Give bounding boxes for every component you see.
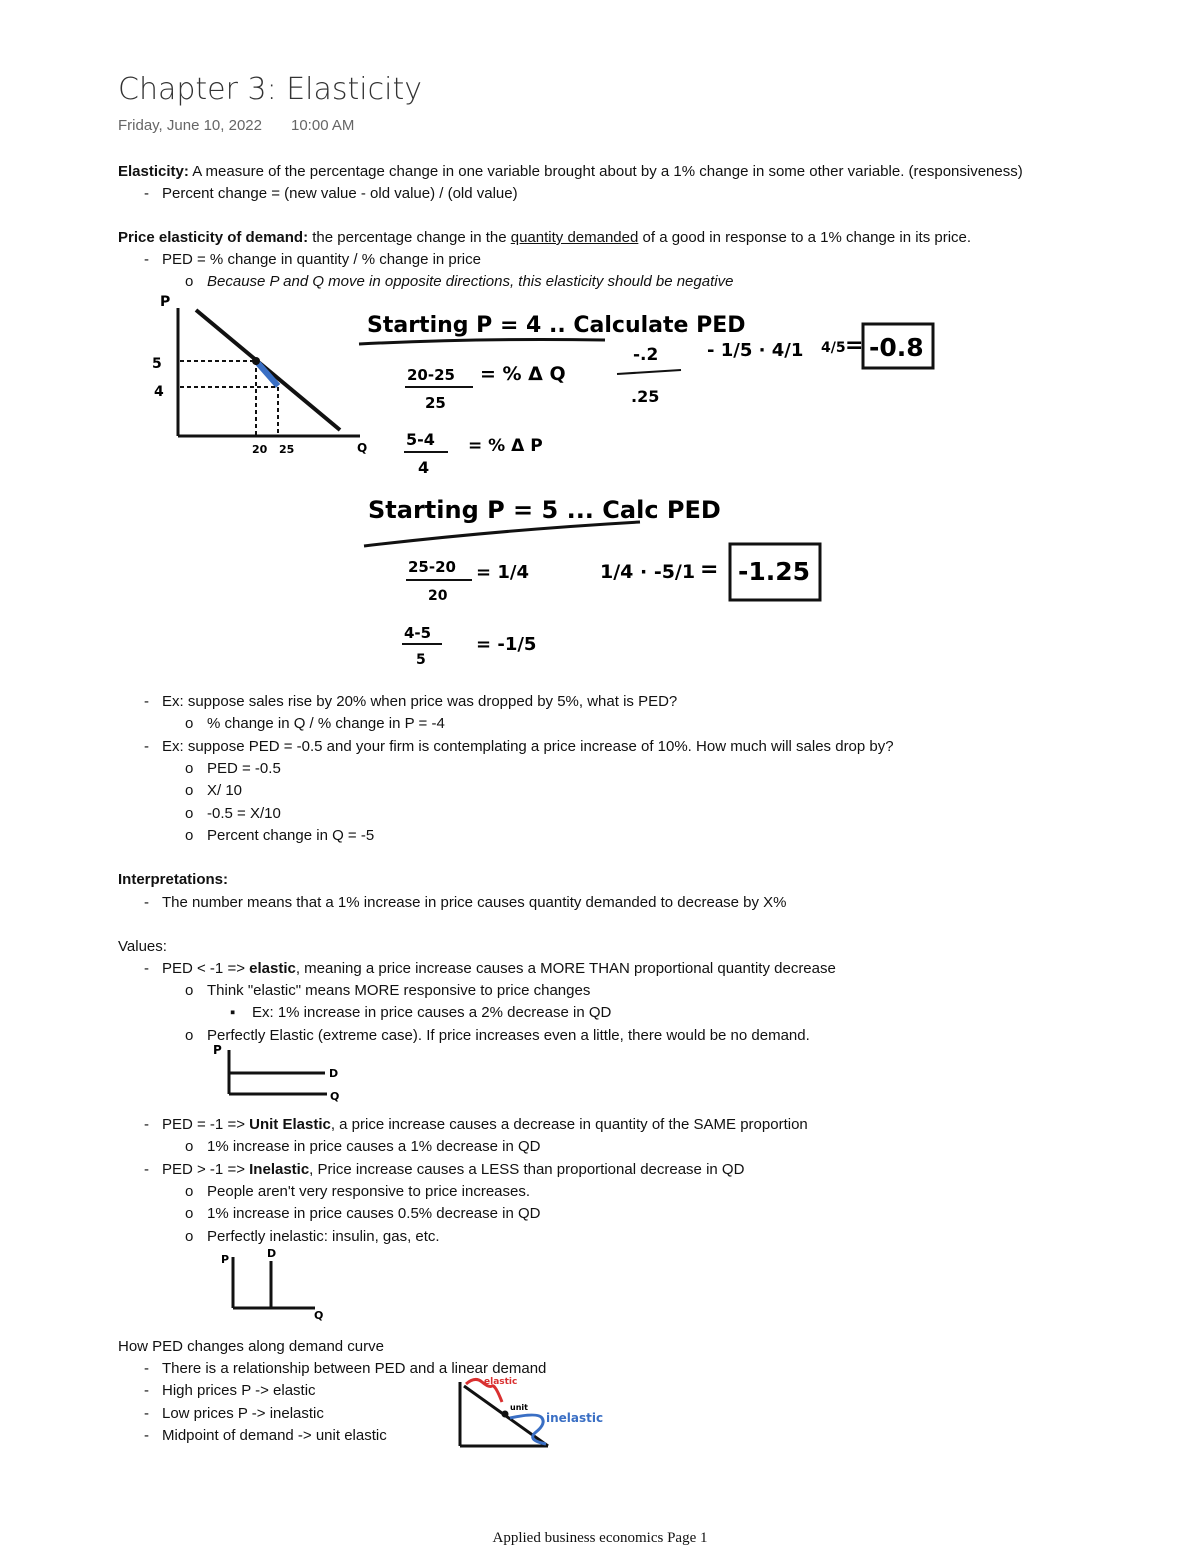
ped-formula: PED = % change in quantity / % change in price — [162, 251, 481, 268]
example-step: -0.5 = X/10 — [207, 805, 281, 822]
value-description: , Price increase causes a LESS than proportional decrease in QD — [309, 1161, 745, 1178]
ped-definition-pre: the percentage change in the — [308, 229, 511, 246]
elastic-label: elastic — [484, 1377, 518, 1387]
list-item — [144, 1381, 316, 1401]
circle-marker: o — [185, 805, 194, 822]
value-description: , a price increase causes a decrease in quantity of the SAME proportion — [330, 1116, 808, 1133]
value-description: , meaning a price increase causes a MORE THAN proportional quantity decrease — [295, 960, 836, 977]
axis-label-q: Q — [330, 1090, 340, 1103]
equals-sign: = — [845, 333, 864, 358]
circle-marker: o — [185, 273, 194, 290]
curve-note: Low prices P -> inelastic — [162, 1405, 324, 1422]
perfectly-inelastic-sketch — [215, 1245, 330, 1323]
calc-start-4-price — [400, 425, 600, 485]
value-term: Inelastic — [249, 1161, 310, 1178]
equation-label: = % Δ P — [468, 436, 543, 456]
circle-marker: o — [185, 1027, 194, 1044]
list-item — [230, 1003, 611, 1023]
value-note: People aren't very responsive to price increases. — [207, 1183, 531, 1200]
circle-marker: o — [185, 1138, 194, 1155]
ped-definition-post: of a good in response to a 1% change in its price. — [638, 229, 972, 246]
heading-underline — [364, 522, 640, 546]
fraction-denominator: 20 — [428, 588, 448, 604]
example-step: Percent change in Q = -5 — [207, 827, 375, 844]
ped-sign-note: Because P and Q move in opposite directions, this elasticity should be negative — [207, 273, 734, 290]
demand-line — [196, 310, 340, 430]
fraction-numerator: 4-5 — [404, 624, 432, 642]
value-note: 1% increase in price causes a 1% decrease in QD — [207, 1138, 541, 1155]
fraction-bar — [617, 370, 681, 374]
dash-marker: - — [144, 1405, 149, 1422]
circle-marker: o — [185, 782, 194, 799]
result-value: -1.25 — [738, 557, 811, 586]
example-text: Ex: suppose PED = -0.5 and your firm is contemplating a price increase of 10%. How much will sales drop by? — [162, 738, 894, 755]
list-item — [144, 184, 518, 204]
list-item — [144, 1160, 744, 1180]
list-item — [144, 250, 481, 270]
ped-term: Price elasticity of demand: — [118, 229, 309, 246]
example-step: PED = -0.5 — [207, 760, 281, 777]
page-time: 10:00 AM — [291, 117, 355, 134]
list-item — [185, 272, 733, 292]
calc-heading: Starting P = 4 .. Calculate PED — [367, 313, 746, 338]
calc-start-5 — [360, 480, 880, 670]
square-marker: ▪ — [230, 1004, 236, 1021]
curve-note: There is a relationship between PED and a linear demand — [162, 1360, 547, 1377]
list-item — [185, 804, 281, 824]
list-item — [185, 1182, 530, 1202]
circle-marker: o — [185, 715, 194, 732]
multiplication-step: - 1/5 · 4/1 — [707, 340, 804, 361]
value-note: Perfectly inelastic: insulin, gas, etc. — [207, 1228, 440, 1245]
axis-label-p: P — [221, 1253, 230, 1266]
ped-definition — [118, 228, 971, 248]
tick-label: 4 — [154, 384, 164, 400]
list-item — [144, 1426, 387, 1446]
value-note: Think "elastic" means MORE responsive to price changes — [207, 982, 591, 999]
fraction-result: 4/5 — [821, 340, 846, 356]
list-item — [185, 1137, 541, 1157]
curve-note: Midpoint of demand -> unit elastic — [162, 1427, 387, 1444]
dash-marker: - — [144, 185, 149, 202]
circle-marker: o — [185, 1205, 194, 1222]
curve-note: High prices P -> elastic — [162, 1382, 316, 1399]
list-item — [144, 692, 677, 712]
elasticity-definition-text: A measure of the percentage change in one variable brought about by a 1% change in some other variable. (responsiveness) — [188, 163, 1023, 180]
percent-change-formula: Percent change = (new value - old value) / (old value) — [162, 185, 518, 202]
ped-definition-underline: quantity demanded — [510, 229, 639, 246]
inelastic-label: inelastic — [546, 1411, 604, 1425]
value-condition: PED = -1 => — [162, 1116, 250, 1133]
circle-marker: o — [185, 827, 194, 844]
equation-result: = 1/4 — [476, 562, 529, 583]
dash-marker: - — [144, 894, 149, 911]
list-item — [144, 737, 894, 757]
heading-underline — [359, 340, 605, 345]
fraction-numerator: 20-25 — [407, 366, 455, 384]
equals-sign: = — [700, 557, 719, 582]
result-value: -0.8 — [869, 333, 924, 362]
tick-label: 20 — [252, 443, 268, 456]
unit-label: unit — [510, 1403, 528, 1412]
dash-marker: - — [144, 1382, 149, 1399]
multiplication-step: 1/4 · -5/1 — [600, 561, 696, 583]
circle-marker: o — [185, 1228, 194, 1245]
axis-label-p: P — [213, 1043, 222, 1057]
demand-curve-elasticity-sketch — [450, 1372, 620, 1454]
dash-marker: - — [144, 693, 149, 710]
dash-marker: - — [144, 960, 149, 977]
list-item — [144, 1404, 324, 1424]
point-marker — [252, 357, 260, 365]
circle-marker: o — [185, 1183, 194, 1200]
example-answer: % change in Q / % change in P = -4 — [207, 715, 445, 732]
unit-point — [502, 1411, 509, 1418]
circle-marker: o — [185, 760, 194, 777]
fraction-numerator: 5-4 — [406, 430, 435, 449]
list-item — [185, 759, 281, 779]
list-item — [185, 826, 374, 846]
page-footer: Applied business economics Page 1 — [492, 1530, 708, 1546]
list-item — [185, 1227, 440, 1247]
dash-marker: - — [144, 1116, 149, 1133]
demand-label: D — [329, 1067, 339, 1080]
tick-label: 5 — [152, 356, 162, 372]
perfectly-elastic-sketch — [205, 1040, 355, 1102]
list-item — [144, 959, 836, 979]
demand-graph-sketch — [140, 290, 370, 460]
fraction-denominator: .25 — [631, 387, 660, 406]
curve-heading: How PED changes along demand curve — [118, 1338, 384, 1355]
tick-label: 25 — [279, 443, 295, 456]
calc-heading: Starting P = 5 ... Calc PED — [368, 496, 721, 524]
list-item — [144, 893, 787, 913]
fraction-numerator: 25-20 — [408, 558, 456, 576]
fraction-denominator: 5 — [416, 652, 426, 668]
fraction-denominator: 4 — [418, 458, 430, 477]
equation-label: = % Δ Q — [480, 363, 566, 385]
value-term: Unit Elastic — [249, 1116, 331, 1133]
page-title: Chapter 3: Elasticity — [118, 72, 422, 107]
demand-label: D — [267, 1247, 277, 1260]
interpretations-heading-text: Interpretations: — [118, 871, 229, 888]
fraction-numerator: -.2 — [633, 345, 659, 365]
dash-marker: - — [144, 1427, 149, 1444]
example-text: Ex: suppose sales rise by 20% when price was dropped by 5%, what is PED? — [162, 693, 678, 710]
calc-start-4 — [355, 300, 955, 425]
interpretations-heading — [118, 870, 228, 890]
axis-label-q: Q — [357, 441, 368, 455]
list-item — [144, 1115, 808, 1135]
dash-marker: - — [144, 1360, 149, 1377]
value-condition: PED < -1 => — [162, 960, 250, 977]
list-item — [185, 781, 242, 801]
fraction-denominator: 25 — [425, 394, 446, 412]
dash-marker: - — [144, 738, 149, 755]
value-note: Perfectly Elastic (extreme case). If price increases even a little, there would be no demand. — [207, 1027, 810, 1044]
list-item — [185, 981, 590, 1001]
value-example: Ex: 1% increase in price causes a 2% decrease in QD — [252, 1004, 612, 1021]
circle-marker: o — [185, 982, 194, 999]
list-item — [185, 714, 445, 734]
value-condition: PED > -1 => — [162, 1161, 250, 1178]
list-item — [185, 1204, 541, 1224]
page-date: Friday, June 10, 2022 — [118, 117, 262, 134]
interpretation-text: The number means that a 1% increase in price causes quantity demanded to decrease by X% — [162, 894, 787, 911]
elasticity-definition — [118, 162, 1023, 182]
dash-marker: - — [144, 251, 149, 268]
elasticity-term: Elasticity: — [118, 163, 189, 180]
dash-marker: - — [144, 1161, 149, 1178]
equation-result: = -1/5 — [476, 634, 537, 655]
axis-label-p: P — [160, 294, 171, 310]
axis-label-q: Q — [314, 1309, 324, 1322]
values-heading: Values: — [118, 938, 167, 955]
value-term: elastic — [249, 960, 296, 977]
example-step: X/ 10 — [207, 782, 243, 799]
value-note: 1% increase in price causes 0.5% decrease in QD — [207, 1205, 541, 1222]
